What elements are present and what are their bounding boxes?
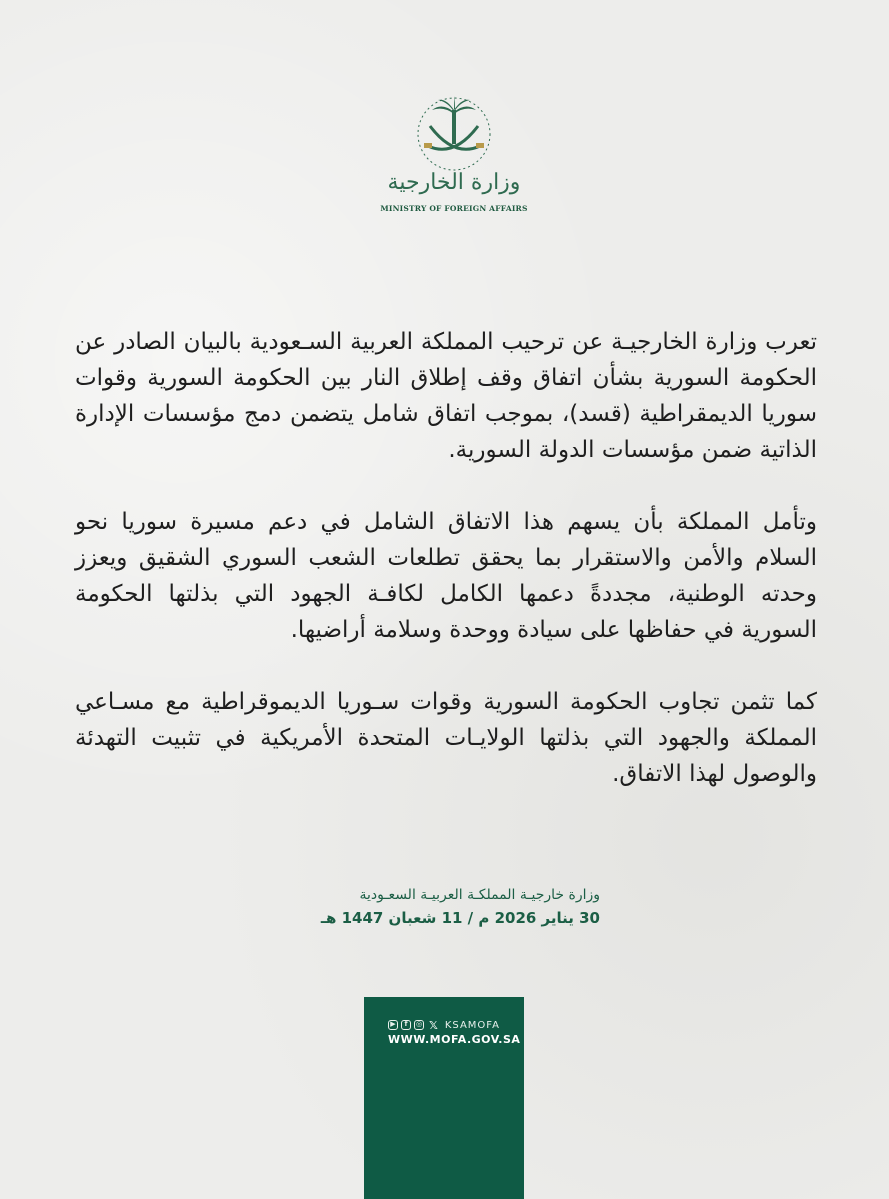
social-links	[388, 1017, 500, 1033]
website-link[interactable]: WWW.MOFA.GOV.SA	[388, 1033, 521, 1046]
facebook-icon[interactable]: f	[401, 1020, 411, 1030]
ministry-logo	[374, 96, 534, 226]
saudi-emblem-icon	[402, 96, 506, 172]
issuer-name: وزارة خارجيـة المملكـة العربيـة السعـودية	[359, 887, 600, 903]
youtube-icon[interactable]: ▶	[388, 1020, 398, 1030]
ministry-name-english: MINISTRY OF FOREIGN AFFAIRS	[380, 204, 528, 213]
statement-paragraph-3: كما تثمن تجاوب الحكومة السورية وقوات سـوريا الديموقراطية مع مسـاعي المملكة والجهود التي بذلتها الولايـات المتحدة الأمريكية في تثبيت التهدئة والوصول لهذا الاتفاق.	[75, 689, 817, 787]
ministry-name-arabic: وزارة الخارجية	[387, 170, 521, 195]
footer-panel	[364, 997, 524, 1199]
x-icon[interactable]: 𝕏	[429, 1018, 438, 1032]
statement-paragraph-1: تعرب وزارة الخارجيـة عن ترحيب المملكة العربية السـعودية بالبيان الصادر عن الحكومة السورية بشأن اتفاق وقف إطلاق النار بين الحكومة السورية وقوات سوريا الديمقراطية (قسد)، بموجب اتفاق شامل يتضمن دمج مؤسسات الإدارة الذاتية ضمن مؤسسات الدولة السورية.	[75, 329, 817, 463]
signature-block	[240, 884, 600, 930]
statement-paragraph-2: وتأمل المملكة بأن يسهم هذا الاتفاق الشامل في دعم مسيرة سوريا نحو السلام والأمن والاستقرار بما يحقق تطلعات الشعب السوري الشقيق ويعزز وحدته الوطنية، مجددةً دعمها الكامل لكافـة الجهود التي بذلتها الحكومة السورية في حفاظها على سيادة ووحدة وسلامة أراضيها.	[75, 509, 817, 643]
issue-date: 30 يناير 2026 م / 11 شعبان 1447 هـ	[320, 909, 600, 927]
instagram-icon[interactable]: ◎	[415, 1020, 423, 1028]
statement-body	[75, 324, 817, 828]
social-handle[interactable]: KSAMOFA	[444, 1019, 500, 1031]
